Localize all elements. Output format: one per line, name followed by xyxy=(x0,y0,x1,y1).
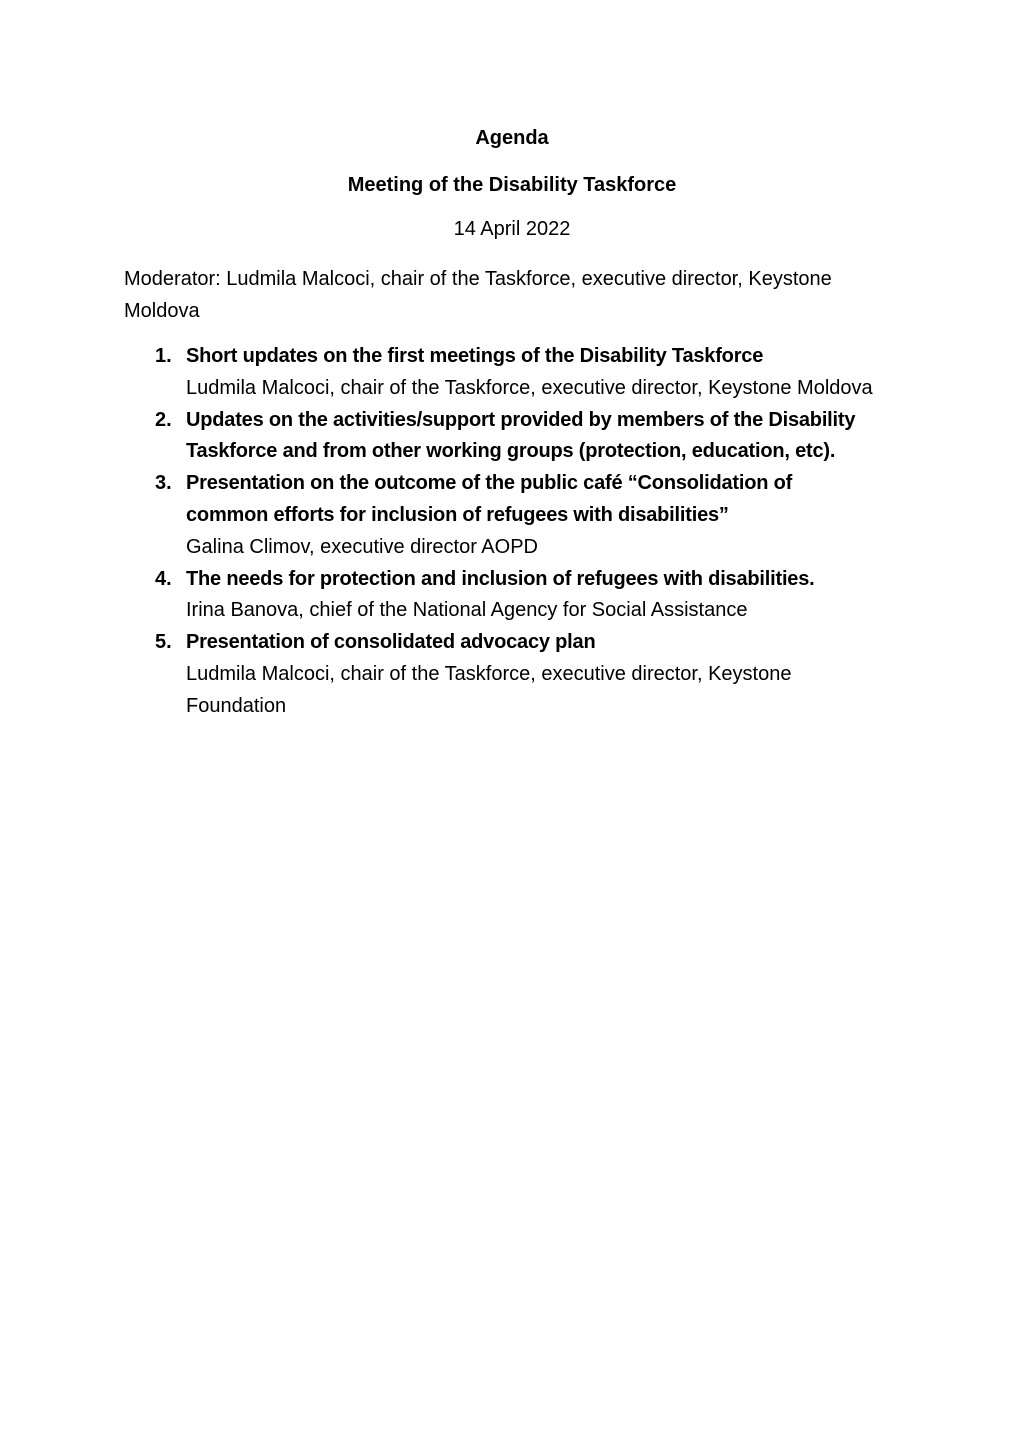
moderator-line: Moderator: Ludmila Malcoci, chair of the Taskforce, executive director, Keystone Moldova xyxy=(124,268,832,322)
agenda-item-number: 4. xyxy=(155,567,172,590)
agenda-list xyxy=(155,341,875,723)
agenda-item-speaker: Irina Banova, chief of the National Agency for Social Assistance xyxy=(186,599,748,622)
meeting-title: Meeting of the Disability Taskforce xyxy=(347,174,677,196)
agenda-item xyxy=(155,405,875,469)
document-title: Agenda xyxy=(475,127,549,149)
meeting-date: 14 April 2022 xyxy=(453,218,571,240)
agenda-item-title: Short updates on the first meetings of the Disability Taskforce xyxy=(186,345,764,367)
agenda-item-speaker: Ludmila Malcoci, chair of the Taskforce, executive director, Keystone Moldova xyxy=(186,376,873,399)
agenda-item xyxy=(155,627,875,722)
agenda-item-number: 2. xyxy=(155,408,172,431)
agenda-item-title: Presentation of consolidated advocacy plan xyxy=(186,631,596,654)
agenda-item-title: Presentation on the outcome of the public café “Consolidation of common efforts for inclusion of refugees with disabilities” xyxy=(186,472,793,526)
agenda-item-number: 3. xyxy=(155,472,172,495)
agenda-item-title: Updates on the activities/support provided by members of the Disability Taskforce and from other working groups (protection, education, etc). xyxy=(186,408,856,463)
agenda-item xyxy=(155,341,875,405)
agenda-item-title: The needs for protection and inclusion of refugees with disabilities. xyxy=(186,567,815,590)
agenda-item xyxy=(155,468,875,563)
agenda-item-speaker: Ludmila Malcoci, chair of the Taskforce, executive director, Keystone Foundation xyxy=(186,662,792,717)
agenda-item-number: 1. xyxy=(155,345,172,367)
agenda-item-speaker: Galina Climov, executive director AOPD xyxy=(186,535,538,558)
agenda-item xyxy=(155,564,875,628)
agenda-item-number: 5. xyxy=(155,631,172,654)
